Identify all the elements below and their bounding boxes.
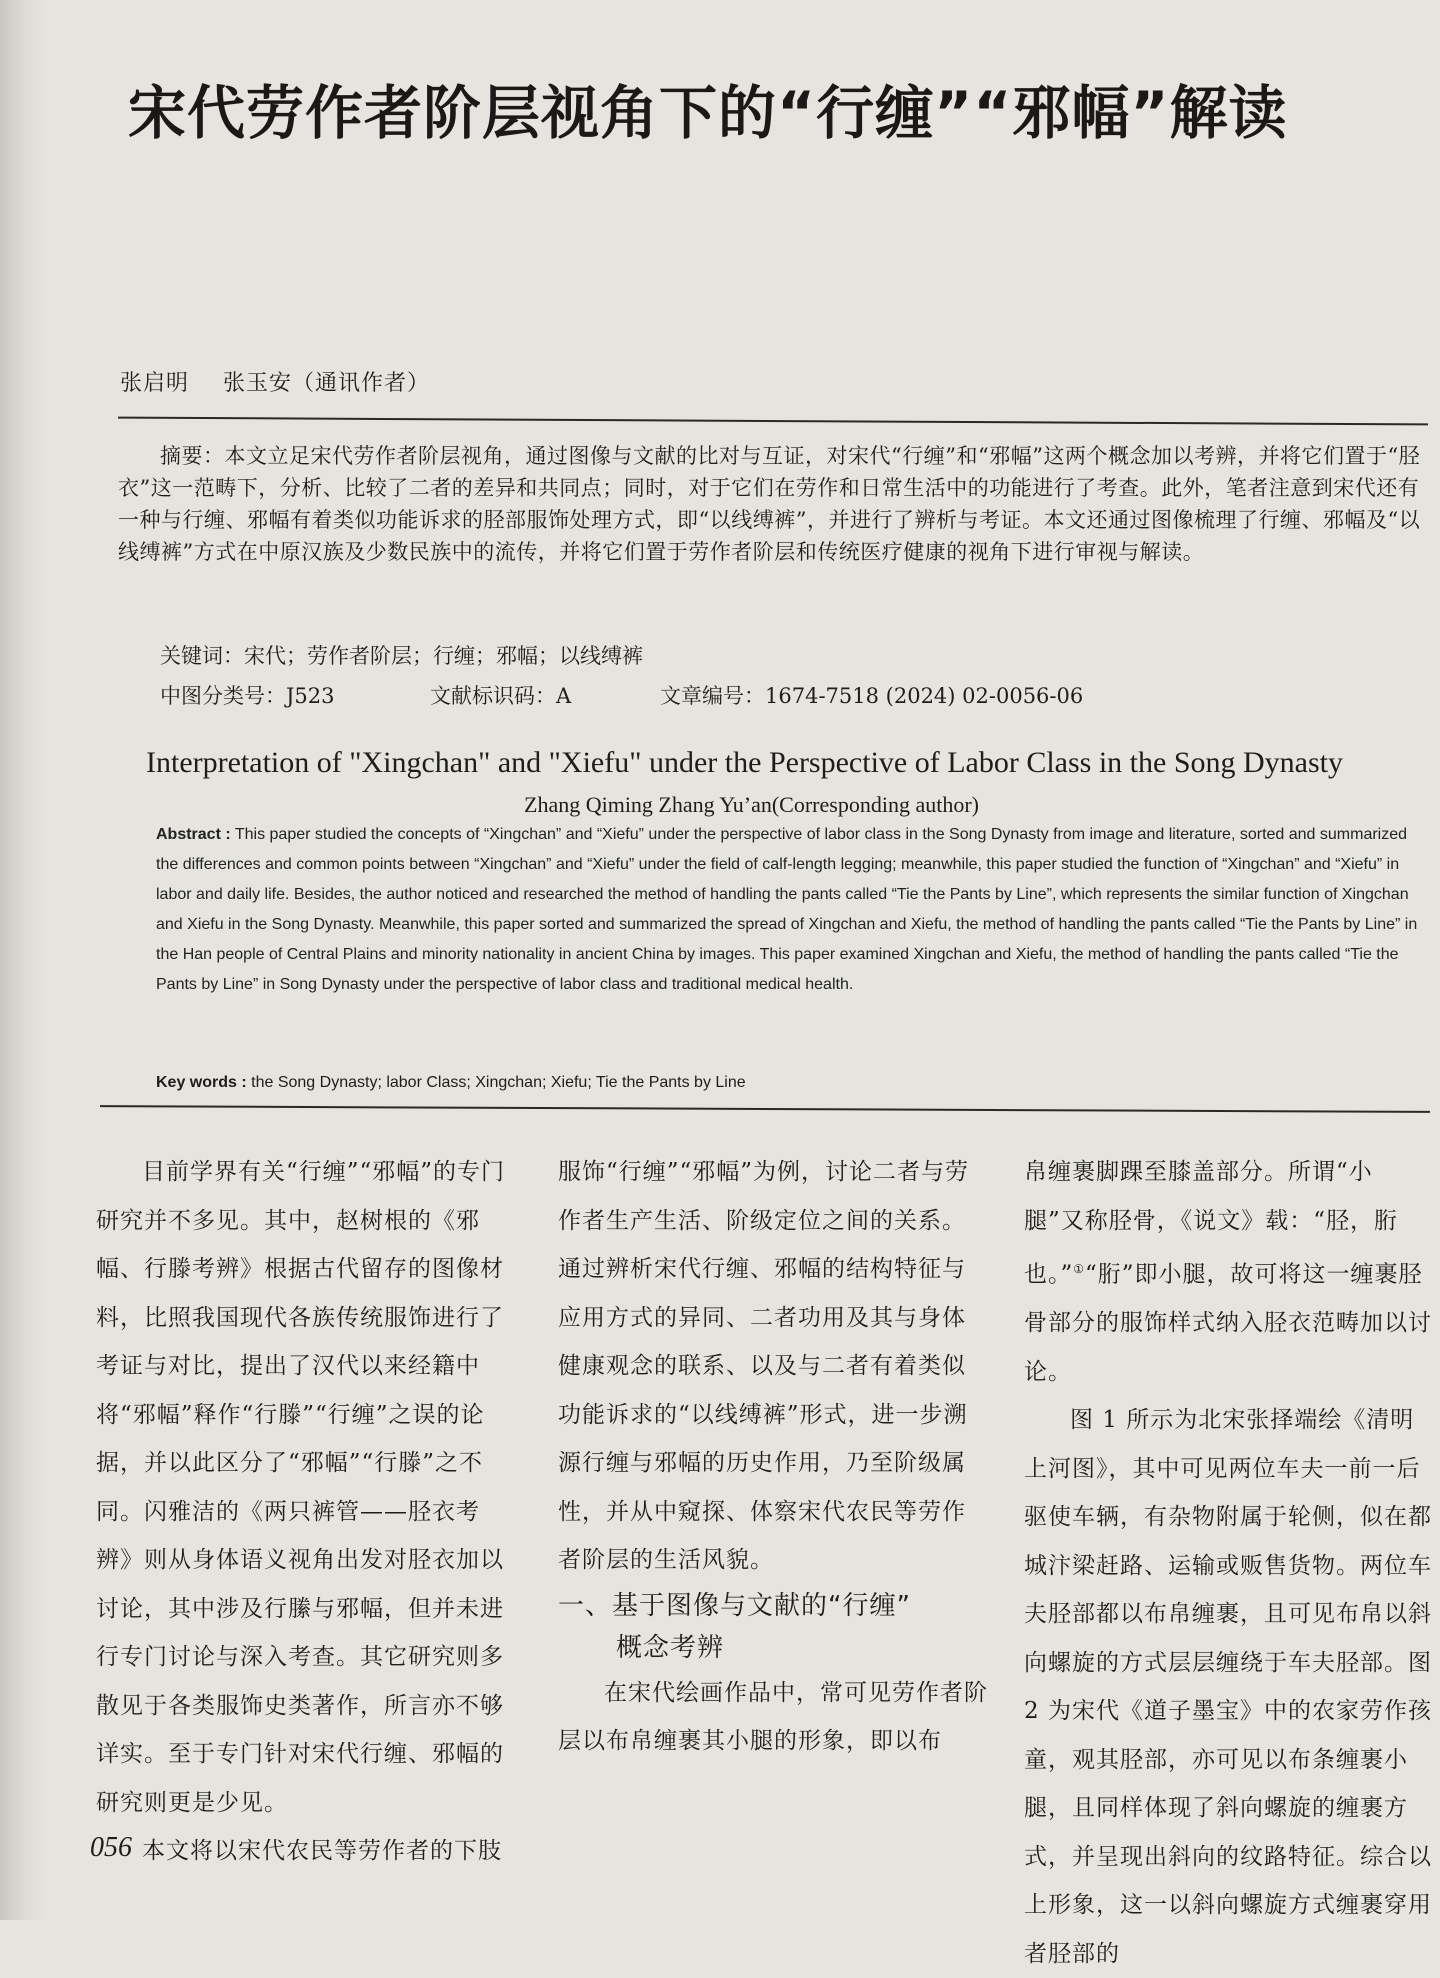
- body-paragraph: 图 1 所示为北宋张择端绘《清明上河图》，其中可见两位车夫一前一后驱使车辆，有杂物附属于轮侧，似在都城汴梁赶路、运输或贩售货物。两位车夫胫部都以布帛缠裹，且可见布帛以斜向螺旋的方式层层缠绕于车夫胫部。图 2 为宋代《道子墨宝》中的农家劳作孩童，观其胫部，亦可见以布条缠裹小腿，且同样体现了斜向螺旋的缠裹方式，并呈现出斜向的纹路特征。综合以上形象，这一以斜向螺旋方式缠裹穿用者胫部的: [1024, 1407, 1432, 1967]
- abstract-en-label: Abstract :: [156, 826, 231, 843]
- body-paragraph: 目前学界有关“行缠”“邪幅”的专门研究并不多见。其中，赵树根的《邪幅、行滕考辨》根据古代留存的图像材料，比照我国现代各族传统服饰进行了考证与对比，提出了汉代以来经籍中将“邪幅”释作“行滕”“行缠”之误的论据，并以此区分了“邪幅”“行滕”之不同。闪雅洁的《两只裤管——胫衣考辨》则从身体语义视角出发对胫衣加以讨论，其中涉及行縢与邪幅，但并未进行专门讨论与深入考查。其它研究则多散见于各类服饰史类著作，所言亦不够详实。至于专门针对宋代行缠、邪幅的研究则更是少见。: [96, 1159, 506, 1816]
- english-title: Interpretation of "Xingchan" and "Xiefu" under the Perspective of Labor Class in the Song Dynasty: [146, 746, 1344, 779]
- body-paragraph: 在宋代绘画作品中，常可见劳作者阶层以布帛缠裹其小腿的形象，即以布: [558, 1679, 988, 1754]
- author-1: 张启明: [120, 371, 190, 396]
- body-text: 帛缠裹脚踝至膝盖部分。所谓“小腿”又称胫骨，《说文》载：“胫，胻也。”: [1024, 1159, 1399, 1288]
- keywords-en: [156, 1074, 746, 1092]
- classification-number: 中图分类号：J523: [160, 684, 335, 708]
- article-title: 宋代劳作者阶层视角下的“行缠”“邪幅”解读: [128, 79, 1288, 147]
- footnote-mark: ①: [1073, 1262, 1086, 1276]
- body-paragraph: [1024, 1148, 1432, 1396]
- abstract-cn-text: 摘要：本文立足宋代劳作者阶层视角，通过图像与文献的比对与互证，对宋代“行缠”和“邪幅”这两个概念加以考辨，并将它们置于“胫衣”这一范畴下，分析、比较了二者的差异和共同点；同时，对于它们在劳作和日常生活中的功能进行了考查。此外，笔者注意到宋代还有一种与行缠、邪幅有着类似功能诉求的胫部服饰处理方式，即“以线缚裤”，并进行了辨析与考证。本文还通过图像梳理了行缠、邪幅及“以线缚裤”方式在中原汉族及少数民族中的流传，并将它们置于劳作者阶层和传统医疗健康的视角下进行审视与解读。: [118, 444, 1421, 564]
- abstract-cn: [118, 440, 1438, 568]
- author-2: 张玉安（通讯作者）: [223, 371, 431, 396]
- body-paragraph: 本文将以宋代农民等劳作者的下肢: [142, 1838, 502, 1864]
- abstract-en-text: This paper studied the concepts of “Xingchan” and “Xiefu” under the perspective of labor class in the Song Dynasty from image and literature, sorted and summarized the differences and common points between “Xingchan” and “Xiefu” under the field of calf-length legging; meanwhile, this paper studied the function of “Xingchan” and “Xiefu” in labor and daily life. Besides, the author noticed and researched the method of handling the pants called “Tie the Pants by Line”, which represents the similar function of Xingchan and Xiefu in the Song Dynasty. Meanwhile, this paper sorted and summarized the spread of Xingchan and Xiefu, the method of handling the pants called “Tie the Pants by Line” in the Han people of Central Plains and minority nationality in ancient China by images. This paper examined Xingchan and Xiefu, the method of handling the pants called “Tie the Pants by Line” in Song Dynasty under the perspective of labor class and traditional medical health.: [156, 826, 1418, 993]
- body-text: “胻”即小腿，故可将这一缠裹胫骨部分的服饰样式纳入胫衣范畴加以讨论。: [1024, 1261, 1432, 1385]
- page-number: 056: [90, 1832, 132, 1863]
- body-column-1: [96, 1148, 514, 1876]
- abstract-en: [156, 820, 1426, 1000]
- body-paragraph: 服饰“行缠”“邪幅”为例，讨论二者与劳作者生产生活、阶级定位之间的关系。通过辨析宋代行缠、邪幅的结构特征与应用方式的异同、二者功用及其与身体健康观念的联系、以及与二者有着类似功能诉求的“以线缚裤”形式，进一步溯源行缠与邪幅的历史作用，乃至阶级属性，并从中窥探、体察宋代农民等劳作者阶层的生活风貌。: [558, 1159, 970, 1573]
- header-divider: [118, 417, 1428, 426]
- keywords-en-label: Key words :: [156, 1074, 247, 1091]
- body-column-2: [558, 1148, 988, 1766]
- english-authors: Zhang Qiming Zhang Yu’an(Corresponding author): [524, 792, 979, 817]
- section-heading-line-1: 一、基于图像与文献的“行缠”: [558, 1590, 911, 1621]
- keywords-cn: 关键词：宋代；劳作者阶层；行缠；邪幅；以线缚裤: [160, 644, 643, 668]
- document-code: 文献标识码：A: [430, 684, 572, 708]
- section-heading: [558, 1585, 988, 1669]
- author-line: [120, 366, 456, 397]
- article-number: 文章编号：1674-7518 (2024) 02-0056-06: [660, 684, 1084, 708]
- abstract-divider: [100, 1105, 1430, 1113]
- section-heading-line-2: 概念考辨: [616, 1632, 725, 1663]
- body-column-3: [1024, 1148, 1432, 1978]
- keywords-en-text: the Song Dynasty; labor Class; Xingchan; Xiefu; Tie the Pants by Line: [251, 1074, 746, 1091]
